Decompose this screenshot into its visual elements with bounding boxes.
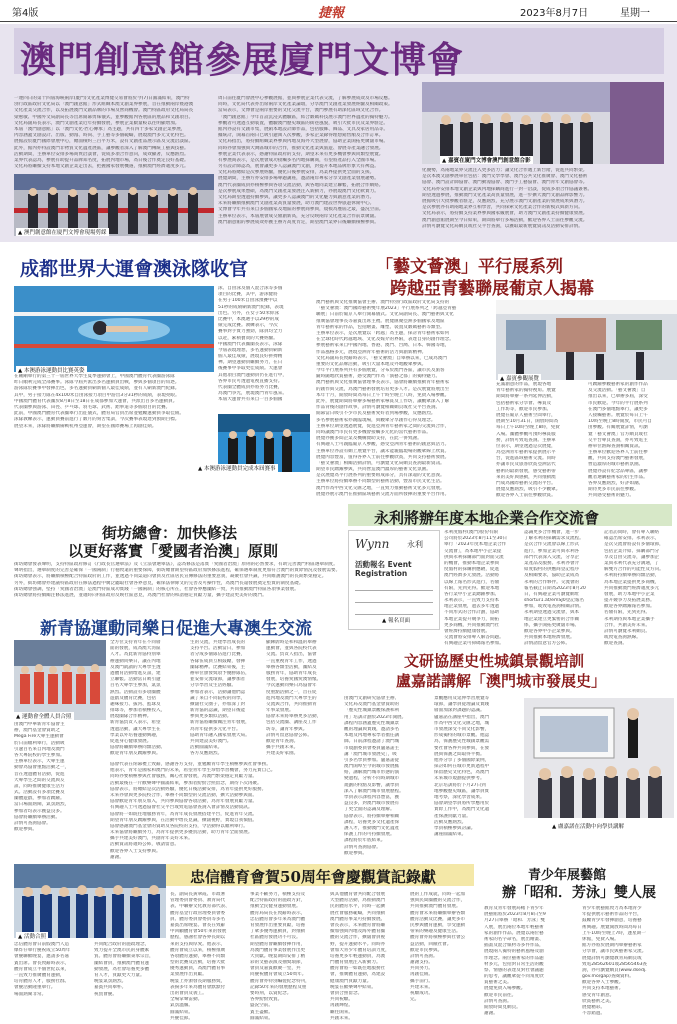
- article8-text-f: 展的工作成就，同時一起加 強與民間團體的交流合作， 共同推動澳門體育發展。 體育會未來將繼續舉辦各類 體育活動及比賽，讓更多市 民參與體育運動，享受運動 帶來的樂趣及健康生活。 體育會亦將積極參與社會公 益活動，回饋社會。 歡迎市民參與。 詳情可查詢。 謝謝支持。 共同努力。 再創佳績。 攜手前行。 共建未來。 祝願成功。 完。: [410, 892, 466, 1003]
- article3-text-right-b: 可踴躍參觀藝術家的創作作品 及交流活動。「藝文薈澳」自 推出以來，已舉辦多屆，深受 市民歡迎。今年的平行展系列 在澳門多個地點舉行，讓更多 人接觸藝術。展覽於每日上午 10時至晚上8時開放，市民可自 由參觀。有關展覽詳情，可瀏 覽「藝文薈澳」官方網頁或社 交平台專頁查詢，亦可致電主 辦單位熱線查詢相關資訊。 主辦單位歡迎各界人士前往參 觀，共同支持澳門藝術發展， 營造濃厚的城市藝術氛圍。 展覽亦設有紀念品專區，讓參 觀者選購藝術家的衍生作品。 各界反應熱烈，好評如潮。 期待更多市民前往參觀。 共同感受藝術的魅力。: [588, 382, 652, 499]
- article2-caption-bottom: ▲ 本澳游泳運動員完成本屆賽事: [196, 464, 278, 472]
- page-number: 第4版: [12, 8, 39, 19]
- article3-photo: [496, 300, 677, 380]
- article8-photo: [14, 864, 166, 938]
- ribbon-cutting-photo: [14, 174, 214, 236]
- article7-headline-2: 盧嘉諾講解「澳門城市發展史」: [396, 672, 607, 690]
- article-art-exhibition: [310, 250, 677, 500]
- article6-photo: [14, 640, 106, 720]
- article1-photo-group: [422, 82, 664, 164]
- exhibition-photo: [496, 300, 677, 380]
- poster-title-1: 活動報名 Event: [355, 560, 412, 569]
- article-youth-sports: [0, 612, 340, 862]
- article3-text-left: 澳門藝術與文化推廣協會主辦、澳門特別行政區政府文化局支持的 「藝文薈澳：澳門國際藝術雙年展2023」平行展系列之「跨越亞青藝 聯展」日前於葡京人舉行開幕儀式。文化局副局長、澳門藝術與文化 推廣協會理事長等嘉賓出席主禮。展覽匯聚亞洲多個國家及地區 青年藝術家的作品，包括繪畫、雕塑、裝置及數碼藝術等類型。 主辦單位表示，是次展覽以「跨越」為主題，探討青年藝術家如何 在全球化時代跨越地域、文化及媒介的界限，表達自身的創作理念。 參展藝術家來自中國內地、香港、澳門、台灣、日本、韓國等地， 作品風格多元，展現亞洲青年藝術的活力與創新精神。 文化局副局長致辭時表示，「藝文薈澳」自舉辦以來，已成為澳門 重要的文化品牌活動，吸引大量本地及外地觀眾參與。 今年平行展系列共有多個展覽，分布於澳門各區，讓市民及旅客 隨時隨地欣賞藝術，感受澳門作為「演藝之都」的獨特魅力。 澳門藝術與文化推廣協會理事長表示，協會將繼續推動青年藝術家 的創作與交流，為澳門藝術發展培育更多人才。是次展覽將展出至 本年十月，開放時間為每日上午十時至晚上八時，免費入場參觀。 此外，展覽期間將舉辦多場藝術家導賞及工作坊，讓觀眾深入了解 作品背後的創作故事，詳情可瀏覽相關網頁或社交平台查詢。 開幕當日吸引不少市民及藝術愛好者到場參觀，反應熱烈。 多名參展藝術家亦親臨現場，與觀眾分享創作心得及理念。 主辦單位期望透過展覽，促進亞洲青年藝術家之間的交流與合作， 同時讓澳門市民有更多機會接觸多元化的當代藝術作品。 展覽亦獲多間企業及機構贊助支持，在此一併致謝。 有興趣人士可親臨葡京人參觀，感受亞洲青年藝術的創意與活力。 主辦單位亦設有網上展覽平台，讓未能親臨現場的觀眾線上欣賞。 展覽內容豐富，值得各界人士前往參觀欣賞，共同支持藝術發展。 「藝文薈澳」相關活動詳情，可瀏覽文化局網頁查詢最新資訊。 期望市民踴躍參與，共同營造澳門濃厚的藝術文化氛圍。 是次展覽為平行展系列的重要組成部分，具有深遠的文化意義。 主辦單位將持續舉辦不同類型的藝術活動，豐富市民文化生活。 澳門作為中西文化交匯之地，一直致力推動藝術文化多元發展。 展覽亦展示澳門在推動區域藝術交流方面所發揮的重要平台作用。: [316, 300, 457, 497]
- poster-field-1: [355, 585, 433, 591]
- lecture-photo: [524, 698, 674, 818]
- article5-text-a: 永利度假村(澳門)股份有限 公司將於2023年8月11至30日 舉行「2023年度本地企業合作 交流會」，為本地中小企業提 供與永利採購部門面對面交流 的機會，推動本地企業參與 度假村的採購供應鏈，促進 澳門經濟多元發展。活動將 以線上報名形式進行，名額 有限，先到先得。歡迎本地 各行業中小企業踴躍參加。 永利表示，一直致力支持本 地企業發展，過去多年透過 不同形式的合作計劃，協助 本地企業提升競爭力，開拓 更多商機，共同推動澳門社 會經濟持續健康發展。 交流會將安排專人解答問題。 有興趣企業可掃碼報名參加。: [444, 530, 508, 647]
- article6-text-bottom-b: 協會代表在閉幕禮上致辭，感謝各方支持，並勉勵青年學生積極參與社會事務。 他表示，青年是國家和澳門的未來，希望青年學生珍惜學習機會，努力充實自己。 同時亦要積極參與社會服務，關心社會發展，為澳門繁榮穩定貢獻力量。 活動最後在一片歡樂聲中圓滿結束，參加者紛紛合照留念，期待下次再聚。 協會表示，將總結是次活動經驗，優化日後活動安排，為青年提供更好服務。 未來亦會與更多院校合作，舉辦不同類型的交流活動，擴大活動參與面。 協會歡迎青年朋友加入，共同參與協會各項活動，為青年發展貢獻力量。 有興趣人士可透過協會社交平台或致電協會查詢入會詳情及活動資訊。 協會將一如既往地服務青年，為青年成長發展搭建平台，促進青年交流。 期望青年朋友踴躍參與，在活動中增長見識，擴闊視野，實現自我價值。 協會感謝澳門基金會的資助及各院校的支持，令活動得以順利舉行。 未來協會將繼續努力，為青年提供更多優質活動，助力青年全面發展。 攜手共建美好澳門，共創青年美好未來。 活動資訊將適時公佈，敬請留意。 歡迎各界人士支持參與。 謝謝。: [110, 762, 276, 860]
- issue-date: 2023年8月7日: [520, 8, 589, 19]
- article8-headline: 忠信體育會賀50周年會慶觀賞記錄獻: [190, 868, 436, 886]
- article-kaifong: [0, 520, 340, 604]
- article6-text-a: 全方位支持青年在不同層 面的發展，成為澳大湾區 人才。為此新青協特別舉 辦運動同樂日，讓在內地 及澳門就讀的大專學生透 過體育活動增進友誼，建 立聯繫。活動當日吸引逾 百名大專學生參加，氣氛 熱烈。活動設有多項團體 遊戲及體育比賽，包括 趣味接力、拔河、籃球及 排球等，參加者積極投入， 展現團隊合作精神。 新青協負責人表示，希望 透過活動，讓大專學生在 學業以外培養運動興趣， 促進身心健康發展。 協會將繼續舉辦同類活動。 歡迎青年朋友踴躍參與。: [110, 640, 166, 757]
- article1-text-left: 一連四日的第十四屆海峽兩岸(廈門)文化產業博覽交易會將於今(7)日圓滿結束，澳門特 別行政區政府文化局以「澳門創意館」形式組織本澳文創業界參展，旨在推動兩岸暨港澳 文化產業交流合作，以及拓展澳門文創品牌的市場及營商機會。澳門特區政府文化局局長 梁惠敏、中國外文局副局長等出席開幕剪綵儀式，並參觀館內各展區的展品和文創項目。 文化局副局長表示，澳門文創產業近年持續發展，參展企業數量較以往明顯增加。 本屆「澳門創意館」以「澳門文化·匠心傳承」為主題，共有四十多家文創企業參展， 內容涵蓋文創設計、出版、動漫、時尚、手工藝等多個範疇，展現澳門多元文化特色。 展館設於廈門國際會展中心，總面積約三百平方米，設有文創產品展示區及交流洽談區。 此外，館內亦特設澳門非物質文化遺產展區，讓參觀者深入了解澳門傳統工藝與技藝。 活動期間，主辦單位安排多場商貿洽談會，促成多項合作意向，成效顯著，反應熱烈。 業界代表認為，參展有助提升品牌知名度，拓展內地市場，為日後合作奠定良好基礎。 文化局將繼續支持本地文創企業走出去，把握國家發展機遇，推動澳門經濟適度多元。: [14, 96, 194, 170]
- article7-text-b: 景觀應用及延伸學習展覽等 環節，讓學員從理論及實踐 層面加深對課題的認識。 盧嘉諾在講座中指出，澳門 作為中西文化交匯之地，城 市發展深受不同文化影響， 形成獨特的城市景觀。他認 為，保護歷史性城鎮景觀需 要社會各界共同參與，在發 展與保護之間取得平衡。 他亦分享了多個國際案例， 探討如何在城市更新過程中 保留歷史文化特色，為澳門 未來城市規劃提供參考。 北京培訓將於下月27日到 地參觀歷史城區，讓學員實 地考察，深化學習成果。 協會期望學員將所學應用於 實際工作中，為澳門文化遺 產保護貢獻力量。 活動反應熱烈。 學員積極參與討論。 講座圓滿結束。: [434, 696, 490, 838]
- article6-text-c: 顯陳蔚時是和和溫的舉辦 運動會，並與各院校代表 交流。負責人指出，協會 一直重視青年工作，透過 舉辦各類型活動，團結及 服務青年，協助青年成長 發展，培養愛國愛澳情懷。 今次運動同樂日為協會年 度重點活動之一，旨在促 進內地及澳門大專學生的 交流與合作，共同推動青 年事業發展。 協會未來將舉辦更多活動， 包括交流團、講座及工作 坊等，讓青年參與。 詳情可留意協會公佈。 歡迎青年查詢。 攜手共創未來。 共建美好家園。: [266, 640, 322, 757]
- article2-text-left: 在剛剛舉行的第三十一屆世界大學生夏季運動會上，中國澳門體育代表團游泳隊 昨日順利完成全部賽事。泳隊今屆共派出多名運動員出戰，參與多個項目的角逐。 游泳隊於賽事中發揮出色，多名運動員刷新個人最佳成績，並有人刷新澳門紀錄。 其中，男子接力隊在4x100米自由泳接力項目中游出3分31秒的成績，表現亮眼。 中國澳門體育代表團於8月8日至18日在成都參加大運會，共派出百多名運動員。 代表團參與游泳、田徑、乒乓球、羽毛球、武術、跆拳道等多個項目的比賽。 此前，中國澳門體育代表團舉行出征儀式，體育局官員出席並勉勵運動員爭取佳績。 泳隊教練表示，運動員賽前進行了數月的刻苦集訓，今次賽事表現達到預期目標。 展望未來，泳隊將繼續備戰杭州亞運會，期望在國際賽場上再創佳績。: [14, 374, 184, 429]
- article6-text-bottom: 由澳門中華新青年協會主 辦，澳門基金會資助之 Mega Fire大專生運動會 於日前順利舉行，活動吸 引逾百名來自內地及澳門 各大專院校的學生參加。 主辦單位表示，大專生運 動會為協會重點活動之一， 旨在透過體育活動，促進 大專學生之間的交流與友 誼，同時推廣健康生活方 式。活動設有多項比賽及 團體遊戲，參加者踴躍。 當日場面熱鬧，氣氛熱烈， 參加者均表示獲益良多。 協會將繼續舉辦活動。 詳情可查詢協會。 歡迎參與。: [14, 722, 70, 833]
- article9-headline-2: 辦「昭和．芳泳」雙人展: [502, 885, 656, 901]
- article2-headline: 成都世界大運會澳泳隊收官: [20, 258, 249, 280]
- article9-text-b: 青少年展藝館致力為本地青少 年提供展示藝術作品的平台， 鼓勵青少年發揮創意，培養藝 術興趣。展覽開放時間為每日 上午10時至晚上7時，逢星期一 休館，免費入場。 館方亦將於展期內舉辦藝術家 分享會，讓市民與藝術家交流。 展覽詳情可瀏覽教青局網頁或 致電28562601或28565463查 詢，亦可瀏覽網頁(www.dsedj. gov.mo/gap)查閱資料。 歡迎各界人士參觀。 共同支持本地藝術。 感受青年創意。 欣賞藝術之美。 展覽精彩。 不容錯過。: [582, 906, 648, 1017]
- poster-field-2: [355, 597, 433, 603]
- article1-caption-right: ▲ 嘉賓在廈門文博會澳門創意館合影: [440, 156, 533, 164]
- article1-caption-left: ▲ 澳門創意館在廈門文博會現場剪綵: [16, 228, 109, 236]
- article5-poster: [348, 530, 440, 630]
- wynn-brand: 永利: [407, 540, 423, 549]
- wynn-logo: Wynn: [355, 537, 390, 551]
- group-photo: [422, 82, 664, 164]
- article4-text: 街坊總會發表聲明，支持特區政府修訂《行政長官選舉法》及《立法會選舉法》，認為修法是落實「愛國者治澳」原則的必然要求，有助完善澳門特區選舉制度。 聲明指出，選舉制度的完善是確保「一國兩制」行穩致遠的重要保障，街坊總會期望特區政府加快修法進程，確保選舉制度更加符合澳門的實際情況及發展需要。 街坊總會表示，將繼續積極配合特區政府的工作，並透過不同渠道向會員及社區居民宣傳修法的重要意義，凝聚社會共識，共同維護澳門的長期繁榮穩定。 另外，街坊總會亦建議特區政府在修法過程中廣泛聽取社會各界意見，確保法律條文的完善及可操作性，為澳門長遠發展奠定堅實的制度基礎。 街坊總會強調，堅持「愛國者治澳」是澳門特區成功實踐「一國兩制」的核心所在，社會各界應團結一致，共同推動澳門特區各項事業發展。 街坊總會將持續關注修法進展，並適時向特區政府反映社區意見，為澳門社會的和諧穩定貢獻力量，攜手建設更美好的澳門。: [14, 562, 340, 598]
- article9-headline-1: 青少年展藝館: [528, 868, 607, 883]
- article2-caption-top: ▲ 本澳游泳運動員比賽英姿: [16, 366, 87, 374]
- article3-text-right-a: 充滿創意的作品，展現各地 青年藝術家的獨特視角。展覽 期間將舉辦一系列延伸活動， 包括藝術家分享會、導賞及 工作坊等，歡迎市民參加。 展覽在葡京人藝術空間舉行， 展期至10月31日，開放時間為 每日上午10時至晚上8時，免費 入場。團體參觀可預約導賞服 務，詳情可致電查詢。主辦單 位表示，期望透過是次展覽， 為亞洲青年藝術家提供展示平 台，促進區域藝術交流。同時 亦讓市民及旅客欣賞亞洲當代 藝術的最新發展，感受藝術帶 來的美好與感動，共同推動澳 門成為國際藝術交流的平台。 展覽反應熱烈，吸引不少觀眾。 歡迎各界人士前往參觀欣賞。: [496, 382, 561, 499]
- poster-field-3: [355, 609, 433, 615]
- article4-headline-2: 以更好落實「愛國者治澳」原則: [68, 542, 279, 560]
- article8-text-e: 與其他體育會共同配合發展 大型體育活動，為推動澳門 民的體育水平，同時一起擴 展社會服務範疇，共同推動 澳門體育事業可持續發展。 會長表示，未來體育會將繼 續加強與內地及海外體育團 體的交流合作，擴闊會員視 野，提升運動水平。同時亦 會加大青少年體育培訓力度， 培養更多年輕運動員，為澳 門體育發展注入新動力。 體育會將一如既往地服務社 會，推廣體育運動，為建設 健康澳門貢獻力量。 晚宴在歡樂聲中結束。 會員合照留念。 共同祝願。 再創輝煌。 繼往開來。 共創未來。: [330, 892, 390, 1021]
- article3-caption: ▲ 嘉賓參觀展覽: [498, 374, 541, 382]
- newspaper-logo: 捷報: [318, 6, 345, 21]
- article5-text-b: 認識更多合作機會，進一步 了解永利的採購需求及流程。 是次合作交流會以線上形式 進行，參加企業可與永利各 部門代表深入交流，分享企 業產品及服務。永利亦會介 紹度假村的供應商登記程序 及相關要求，協助企業成為 永利的合作夥伴。交流會的 報名截止日期為2023年8月20 日，有興趣企業可瀏覽網址 shortur1.at/emSJ0登記報名 參加，或致電查詢相關詳情。 永利期望透過交流會，與本 地企業建立更緊密的合作關 係，攜手開拓更廣闊市場。 歡迎各界中小企業參與。 共同推動本地經濟發展。 詳情請留意官方公佈。: [524, 530, 586, 647]
- article8-text-b: 共同配合政府的施政理念， 致力提升全澳市民的身體素 質。體育會將繼續秉承宗旨， 團結會員，推動澳門體育運 動發展，為社會培養更多體 育人才，貢獻更大力量。 晚宴氣氛熱烈。 嘉賓共同舉杯。 祝賀會慶。: [94, 942, 154, 997]
- sports-day-photo: [14, 640, 106, 720]
- article8-text-d: 事業不斷努力，積極支持及 配合特區政府的施政方針， 推動全民健身運動發展。 體育局局長在致辭時表示， 忠信體育會多年來為澳門體 育發展作出重要貢獻，培養 了眾多優秀運動員，對推動 社區體育發展功不可沒。 期望體育會繼續發揮作用， 為澳門體育事業發展作出更 大貢獻。晚宴期間安排了精 彩的文藝表演及抽獎環節， 會員及嘉賓歡聚一堂，共 同慶祝體育會成立50周年。 體育會亦特別編製紀念特刊， 記錄50年來的發展歷程及重 要時刻，以資紀念。 各界紛紛致賀。 盛況空前。 賓主盡歡。 圓滿結束。: [250, 892, 310, 1021]
- article-youth-gallery: [480, 862, 677, 1024]
- article1-text-right: 化優勢，為兩地業界交流注入更多活力；讓文化合作邁上新台階，促進共同繁榮。 是次本澳文創參展單位包括：澳門文學學會、澳門公共文化推廣會、澳門文化藝術 協會、澳門設計師協會、澳門動漫協會、澳門手工藝協會、澳門青年文創協會等。 文化局亦安排本地文創企業與內地採購商進行一對一洽談，促成多項合作協議簽署。 期望透過參展，推動澳門文化產業高質量發展，進一步擴大澳門文創品牌影響力。 展館吸引大批參觀者駐足，反應熱烈，充分展示澳門文創產業的發展成果與潛力。 是次參展亦有助兩地業界互相學習，共同探索文化產業合作的新模式與新方向。 文化局表示，將持續支持業界參與國家級展會，助力澳門文創產業持續健康發展。 澳門創意館展期至今日結束，期間將舉行多場活動，歡迎各界人士前往參觀交流。 詳情可瀏覽文化局網頁或社交平台查詢，以獲取最新展覽資訊及活動安排詳情。: [422, 168, 592, 229]
- swimmer-photo: [14, 286, 214, 372]
- article7-photo: [524, 698, 674, 818]
- article3-headline-1: 「藝文薈澳」平行展系列: [376, 257, 563, 277]
- article8-text-c: 長、副局長黃翠霞、市政署 管理委員會委員、教青局代 表、中聯辦文化教育部代表、 體育基金行政管理委員會委 員、體育委員會委員等多名 嘉賓出席晚宴。會長在致辭 中回顧體育會50年來的發展 歷程，感謝社會各界長期以 來的支持與厚愛。他表示， 體育會成立以來，積極推廣 各項體育運動，舉辦不同類 型的比賽及活動，培養大批 優秀運動員，為澳門體育事 業發展作出貢獻。 晚宴上亦頒發長期服務獎， 表揚多年來為體育會默默付 出的會員及義工。 全場掌聲雷動。 氣氛溫馨。 圓滿結束。 共慶佳節。: [170, 892, 230, 1021]
- article3-headline-2: 跨越亞青藝聯展葡京人揭幕: [390, 279, 594, 299]
- article1-headline: 澳門創意館參展廈門文博會: [20, 39, 465, 81]
- article-swimming: [0, 250, 310, 520]
- article6-headline: 新青協運動同樂日促進大專澳生交流: [40, 619, 312, 639]
- page-header: [0, 0, 677, 22]
- article6-caption: ▲ 運動會全體人員合照: [14, 712, 74, 720]
- article7-headline-1: 文研協歷史性城鎮景觀培訓: [404, 652, 585, 670]
- article5-text-c: 記者訪問時，會有專人聯絡 確認出席安排。永利表示， 是次交流會將設有多個環節， 包括企業介紹、採購部門分 享及自由交流等，讓參加企 業與永利代表充分溝通，了 解雙方合作的可能性及方向。 永利將持續舉辦同類活動， 為本地企業提供更多商機， 共同推動澳門經濟適度多元 發展，助力本地中小企業 提升競爭力及拓展業務。 歡迎各界踴躍報名參加。 名額有限，先到先得。 永利期待與本地企業攜手 合作，共創美好未來。 詳情可瀏覽永利網頁。 或致電查詢熱線。 歡迎查詢。: [604, 530, 664, 647]
- poster-title-2: Registration: [355, 569, 408, 578]
- article8-text-a: 忠信體育會日前假澳門人造 爆炸仔舉行慶祝成立50周年 會慶聯歡晚宴，邀請多名嘉 賓出席。會長致辭時表示， 體育會成立半個世紀以來， 一直致力推廣體育運動， 培育體育人才，服務社群。 會慶活動隆重舉行。 場面熱鬧非常。: [14, 942, 71, 997]
- article-sports-club: [0, 862, 480, 1024]
- article1-text-middle: 周日前往廈門會展中心參觀展館，並與參展企業代表交流，了解參展成效及市場反應。 同時，文化局代表亦出席兩岸文化產業論壇，分享澳門文創產業發展經驗及相關政策。 當局表示，文博會是兩岸重要的文化交流平台，澳門參展有助深化區域文化合作。 「澳門創意館」今年首設沉浸式體驗區，結合數碼科技展示澳門世界遺產的獨特魅力。 參觀者可透過互動裝置，體驗澳門歷史城區的街巷風貌，吸引大批市民及業界駐足。 館內亦設有文創市集，展銷本地設計師作品，包括服飾、飾品、文具及家居用品等。 據統計，開幕首兩日已吸引逾萬人次參觀，多家企業錄得理想銷售額及合作訂單。 文化局指出，將持續組織業界參與內地及海外大型展會，協助企業開拓更廣闊市場。 同時亦會加強與大灣區城市的合作，推動文化產業與旅遊、會展等產業融合發展。 參展企業代表表示，感謝特區政府的支持，期望未來有更多機會參與同類型展覽。 有參展商表示，是次展會成功接觸多名內地採購商，有望將產品打入全國市場。 另有設計師認為，展會讓更多人認識澳門文創，對提升本地品牌形象大有裨益。 文化局將總結是次參展經驗，優化日後參展安排，為業界提供更全面的支援。 展覽期間，主辦方亦安排多場專題講座，邀請兩岸專家分享文創產業發展趨勢。 澳門代表團成員亦積極參與各項交流活動，與各地同業建立聯繫，拓展合作網絡。 是次參展成果豐碩，為澳門文創產業發展注入新動力，亦展現澳門文化軟實力。 文化局期望透過持續參與，讓更多人認識澳門的文化魅力與創意產業的潛力。 未來將繼續推動澳門文創產業高質量發展，助力澳門建設世界旅遊休閒中心。 文博會今年共有來自多個國家及地區的參展商參與，規模為歷屆之最，盛況空前。 主辦單位表示，本屆展會成交額創新高，充分反映兩岸文化產業合作前景廣闊。 澳門創意館的參展成效亦獲主辦方高度肯定，期望澳門業界日後繼續積極參與。: [218, 96, 393, 225]
- article6-text-b: 生的交流，共建學習成長的 支持平台。活動當日，參加 者分成多個隊伍進行比賽， 各隊伍成員互相鼓勵，發揮 團隊精神。比賽結束後，主 辦單位頒發獎項予優勝隊伍， 並安排交流環節，讓參加者 分享學習及生活經驗。 參加者表示，活動讓他們認 識了來自不同院校的同學， 擴闊社交圈子，亦加深了對 新青協的認識，期望日後能 參與更多類似活動。 新青協將繼續關注青年發展， 為青年提供多元化平台。 協助青年融入國家發展大局。 共同建設美好澳門。 活動圓滿結束。 各方反應熱烈。: [190, 640, 250, 757]
- article-wynn: [340, 500, 677, 650]
- article4-headline-1: 街坊總會：加快修法: [102, 524, 238, 542]
- article2-text-right: 泳、自由泳及個人混合泳等多個 項目的比賽，其中，游泳健將 在男子100米自由泳預賽中以 51秒的成績刷新澳門紀錄，表現 出色。另外，在女子50米仰泳 比賽中，本澳選手以29秒的成 績完成比賽。教練表示，今次 賽事對手實力強勁，隊員均全力 以赴，累積寶貴的大賽經驗。 中國澳門代表團團長表示，泳隊 今屆表現理想，多名運動員刷新 個人最佳成績，展現良好拼搏精 神。期望運動員繼續努力，在日 後賽事中爭取更佳成績。大運會 其他項目澳門運動員仍在進行中， 各界市民可透過電視直播支持。 代表團全體成員亦將努力比賽， 為澳門爭光，展現澳門青年風采。 本屆大運會共有來自一百多個國: [218, 286, 287, 403]
- article5-headline: 永利將辦年度本地企業合作交流會: [374, 509, 600, 527]
- article1-photo-ribbon: [14, 174, 214, 236]
- article5-caption: ▲ 報名頁面: [380, 616, 412, 624]
- article9-text-a: 教育及青年發展局轄下青少年 展藝館將於2023年8月8日至9 月27日舉辦「昭和．芳泳」雙 人展，展出兩位本地年輕藝術 家的創作作品。展覽以兩位藝 術家的名字命名，展出繪畫、 插畫及混合媒材等多件作品， 展現兩人獨特的藝術風格及創 作理念。兩位藝術家的作品題 材多元，包括對日常生活的觀 察、情感的表達及對社會議題 的思考，讓觀眾從不同角度欣 賞藝術之美。 展覽免費入場參觀。 歡迎市民前往。 詳情可查詢。 開放時間見網頁。 謝謝。: [484, 906, 546, 1017]
- article-history-training: [340, 650, 677, 862]
- anniversary-photo: [14, 864, 166, 938]
- article-creative-macau: [0, 24, 677, 242]
- issue-weekday: 星期一: [620, 8, 650, 19]
- article7-text-a: 由澳門文創研究協會主辦、 文化局及澳門基金會資助的 「歷史性城鎮景觀保護和利 用」培訓計劃於2023年開展。 課程內容涵蓋歷史性城鎮景 觀的理論與實踐，邀請多名 本地及內地專家學者擔任講 師。日前課程邀請了澳門城 市規劃委員會委員盧嘉諾主 講「澳門城市發展史」，吸 引多名學員參加。盧嘉諾從 澳門開埠至今的城市發展脈 絡，講解澳門城市形態的演 變過程，分析不同時期城市 規劃的特點及影響，讓學員 深入了解澳門城市發展歷程。 學員表示課程內容豐富，獲 益良多，對澳門城市發展有 了更全面的認識及理解。 協會表示，將持續舉辦相關 課程，培養更多文化遺產保 護人才，推動澳門文化遺產 保護工作的可持續發展。 課程將於年底結束。 詳情可查詢協會。 歡迎參與。: [344, 696, 407, 856]
- article8-caption: ▲ 活動合照: [16, 932, 48, 940]
- article2-photo-top: [14, 286, 214, 372]
- article7-caption: ▲ 盧嘉諾在活動中向學員講解: [550, 822, 626, 830]
